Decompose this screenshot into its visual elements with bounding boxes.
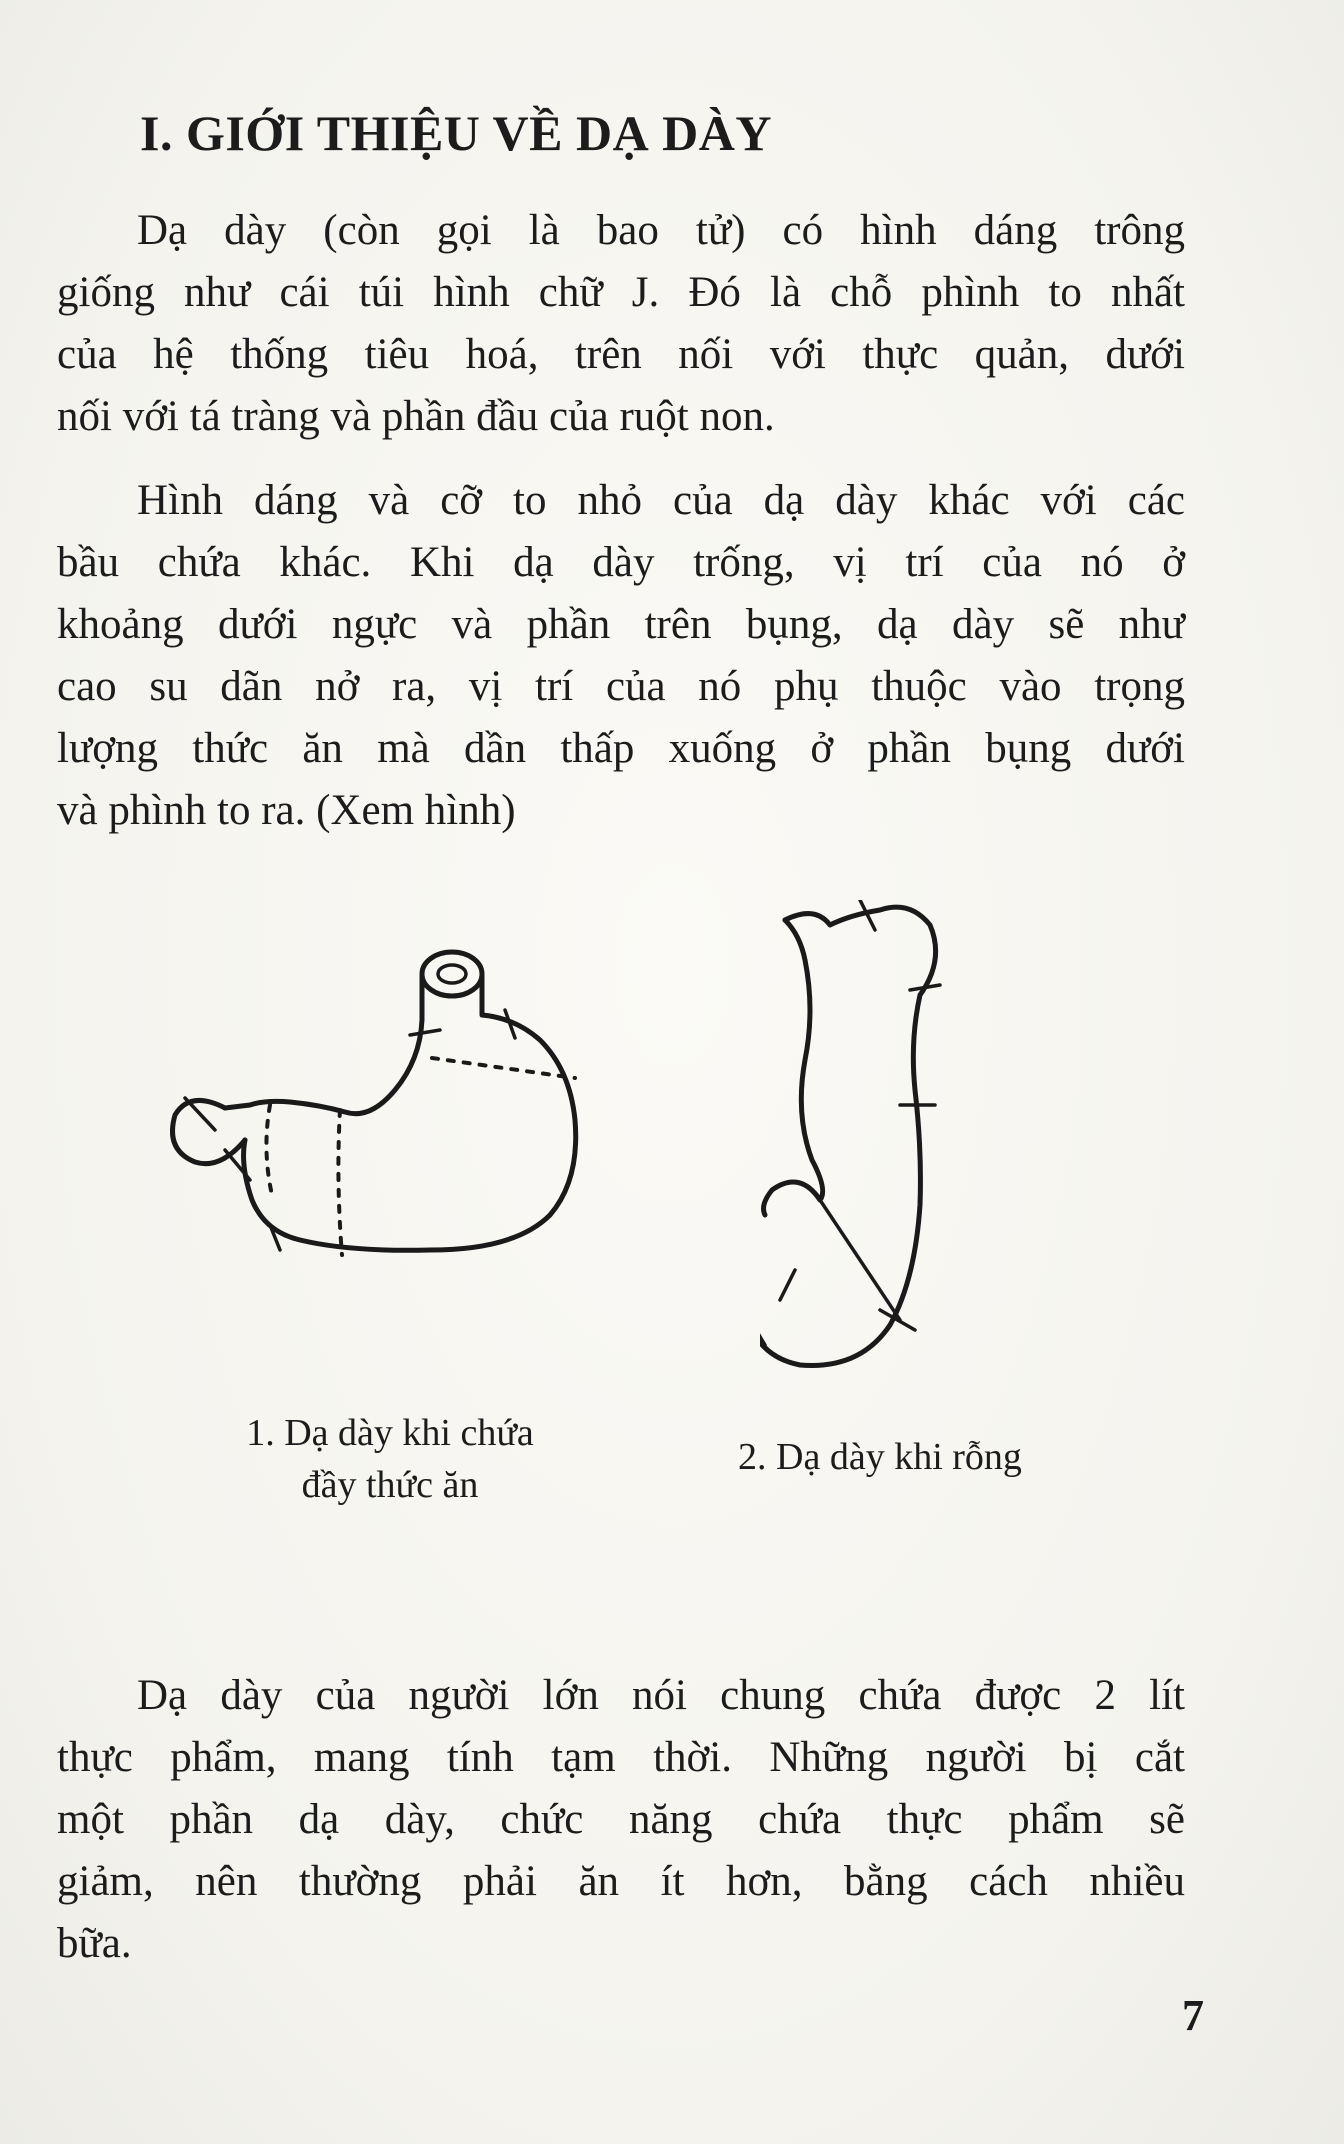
text-line: giảm, nên thường phải ăn ít hơn, bằng cách nhiều [57, 1858, 1185, 1905]
text-line: lượng thức ăn mà dần thấp xuống ở phần bụng dưới [57, 725, 1185, 772]
text-line: của hệ thống tiêu hoá, trên nối với thực quản, dưới [57, 331, 1185, 378]
text-line: Dạ dày (còn gọi là bao tử) có hình dáng trông [137, 207, 1185, 254]
text-line: cao su dãn nở ra, vị trí của nó phụ thuộc vào trọng [57, 663, 1185, 710]
text-line: Dạ dày của người lớn nói chung chứa được 2 lít [137, 1672, 1185, 1719]
section-heading: I. GIỚI THIỆU VỀ DẠ DÀY [140, 105, 773, 161]
paragraph-intro [57, 200, 1185, 448]
text-line: Hình dáng và cỡ to nhỏ của dạ dày khác với các [137, 477, 1185, 524]
paragraph-shape [57, 470, 1185, 842]
text-line: nối với tá tràng và phần đầu của ruột non. [57, 393, 775, 440]
figure-1-caption [180, 1407, 600, 1511]
figure-2-caption [680, 1431, 1080, 1483]
page-number: 7 [1182, 1991, 1204, 2040]
text-line: một phần dạ dày, chức năng chứa thực phẩm sẽ [57, 1796, 1185, 1843]
text-line: khoảng dưới ngực và phần trên bụng, dạ dày sẽ như [57, 601, 1185, 648]
text-line: thực phẩm, mang tính tạm thời. Những người bị cắt [57, 1734, 1185, 1781]
caption-line: 1. Dạ dày khi chứa [246, 1412, 534, 1454]
caption-line: đầy thức ăn [301, 1464, 479, 1506]
full-stomach-illustration [170, 940, 630, 1320]
caption-line: 2. Dạ dày khi rỗng [738, 1436, 1022, 1478]
text-line: giống như cái túi hình chữ J. Đó là chỗ phình to nhất [57, 269, 1185, 316]
paragraph-capacity [57, 1665, 1185, 1975]
empty-stomach-illustration [760, 900, 1060, 1400]
text-line: bữa. [57, 1920, 132, 1967]
text-line: bầu chứa khác. Khi dạ dày trống, vị trí của nó ở [57, 539, 1185, 586]
text-line: và phình to ra. (Xem hình) [57, 787, 516, 834]
